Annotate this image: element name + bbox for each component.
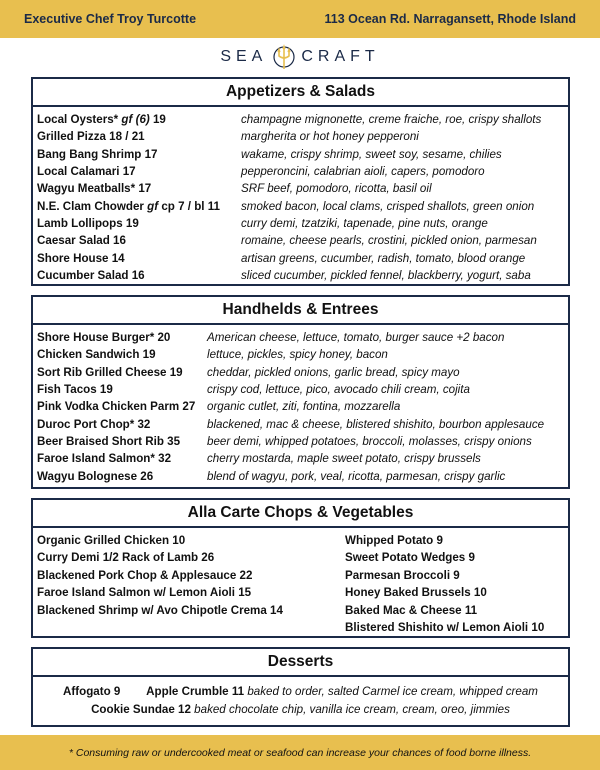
menu-item-row [33,433,568,450]
dessert-line-1 [33,683,568,701]
menu-item-desc: organic cutlet, ziti, fontina, mozzarella [207,400,401,414]
menu-item-desc: crispy cod, lettuce, pico, avocado chili cream, cojita [207,383,470,397]
logo-text-left: SEA [220,48,268,65]
item-price: 19 [149,113,166,127]
vegetable-item: Whipped Potato 9 [345,534,443,547]
item-name: Wagyu Meatballs* 17 [37,182,152,196]
menu-item-name [33,217,241,230]
menu-item-row [33,450,568,467]
chop-item: Curry Demi 1/2 Rack of Lamb 26 [37,551,215,565]
section-title: Handhelds & Entrees [33,297,568,325]
chop-item: Blackened Shrimp w/ Avo Chipotle Crema 14 [37,603,283,617]
item-name: Local Oysters* [37,113,122,127]
restaurant-address: 113 Ocean Rd. Narragansett, Rhode Island [324,12,576,26]
item-name: Shore House 14 [37,251,125,265]
menu-item-row [33,215,568,232]
menu-item-row [33,232,568,249]
menu-item-desc: blackened, mac & cheese, blistered shishito, bourbon applesauce [207,417,545,431]
handhelds-section [31,295,570,489]
menu-item-row [33,364,568,381]
section-title: Appetizers & Salads [33,79,568,107]
menu-item-desc: romaine, cheese pearls, crostini, pickled onion, parmesan [241,234,537,248]
menu-item-name [33,252,241,265]
item-name: Cucumber Salad 16 [37,268,145,282]
menu-item-row [33,346,568,363]
dessert-desc: baked chocolate chip, vanilla ice cream, cream, oreo, jimmies [194,703,510,716]
menu-item-name: Sort Rib Grilled Cheese 19 [37,365,183,379]
menu-item-desc: curry demi, tzatziki, tapenade, pine nuts, orange [241,216,488,230]
item-tag: gf [147,199,159,213]
menu-item-name: Fish Tacos 19 [37,383,113,397]
item-name: Caesar Salad 16 [37,234,126,248]
desserts-section [31,647,570,727]
top-bar [0,0,600,38]
menu-item-desc: wakame, crispy shrimp, sweet soy, sesame, chilies [241,147,502,161]
menu-item-name [33,148,241,161]
menu-item-name [33,113,241,126]
menu-item-name [33,269,241,282]
menu-item-row [33,180,568,197]
seacraft-logo [0,40,600,74]
chop-item: Faroe Island Salmon w/ Lemon Aioli 15 [37,586,252,600]
vegetable-item: Parmesan Broccoli 9 [345,568,460,582]
menu-item-desc: artisan greens, cucumber, radish, tomato, blood orange [241,251,526,265]
item-name: Grilled Pizza 18 / 21 [37,130,145,144]
chop-item: Blackened Pork Chop & Applesauce 22 [37,568,253,582]
dessert-desc: baked to order, salted Carmel ice cream, whipped cream [247,685,538,698]
vegetable-item: Blistered Shishito w/ Lemon Aioli 10 [345,620,545,634]
menu-item-row [33,398,568,415]
menu-item-desc: beer demi, whipped potatoes, broccoli, molasses, crispy onions [207,434,532,448]
trident-icon [273,43,295,71]
menu-item-desc: SRF beef, pomodoro, ricotta, basil oil [241,182,432,196]
menu-item-name: Shore House Burger* 20 [37,331,171,345]
food-disclaimer: * Consuming raw or undercooked meat or seafood can increase your chances of food borne illness. [68,746,532,759]
appetizers-section [31,77,570,286]
menu-item-row [33,146,568,163]
dessert-item: Affogato 9 [63,685,121,698]
footer-bar [0,735,600,770]
menu-item-desc: smoked bacon, local clams, crisped shallots, green onion [241,199,535,213]
vegetable-item: Sweet Potato Wedges 9 [345,551,475,565]
menu-item-row [33,249,568,266]
menu-item-desc: champagne mignonette, creme fraiche, roe, crispy shallots [241,113,542,127]
menu-item-desc: cherry mostarda, maple sweet potato, crispy brussels [207,452,481,466]
menu-item-row [33,415,568,432]
menu-item-row [33,467,568,484]
item-price: cp 7 / bl 11 [158,199,220,213]
menu-item-name [33,234,241,247]
menu-item-row [33,197,568,214]
section-title: Desserts [33,649,568,677]
menu-item-row [33,329,568,346]
chops-list [37,532,345,636]
menu-item-name: Faroe Island Salmon* 32 [37,452,172,466]
menu-item-desc: margherita or hot honey pepperoni [241,130,419,144]
logo-text-right: CRAFT [301,48,380,65]
menu-item-name: Duroc Port Chop* 32 [37,417,151,431]
dessert-item: Cookie Sundae 12 [91,703,191,716]
menu-item-row [33,128,568,145]
vegetables-list [345,532,565,636]
menu-item-desc: lettuce, pickles, spicy honey, bacon [207,348,388,362]
item-name: Local Calamari 17 [37,165,136,179]
menu-item-name: Wagyu Bolognese 26 [37,469,154,483]
menu-item-row [33,111,568,128]
menu-item-row [33,163,568,180]
menu-item-desc: American cheese, lettuce, tomato, burger sauce +2 bacon [207,331,505,345]
item-name: N.E. Clam Chowder [37,199,148,213]
menu-item-name [33,165,241,178]
chop-item: Organic Grilled Chicken 10 [37,534,186,547]
chops-section [31,498,570,638]
menu-item-name [33,182,241,195]
vegetable-item: Honey Baked Brussels 10 [345,586,487,600]
handhelds-list [33,325,568,485]
item-tag: gf (6) [121,113,150,127]
dessert-line-2 [33,701,568,719]
menu-item-name: Pink Vodka Chicken Parm 27 [37,400,196,414]
vegetable-item: Baked Mac & Cheese 11 [345,603,478,617]
menu-item-desc: pepperoncini, calabrian aioli, capers, pomodoro [241,165,485,179]
item-name: Lamb Lollipops 19 [37,216,139,230]
menu-item-name [33,200,241,213]
menu-item-desc: cheddar, pickled onions, garlic bread, spicy mayo [207,365,460,379]
menu-item-name [33,130,241,143]
menu-item-desc: sliced cucumber, pickled fennel, blackberry, yogurt, saba [241,268,531,282]
menu-item-row [33,267,568,284]
section-title: Alla Carte Chops & Vegetables [33,500,568,528]
menu-item-name: Beer Braised Short Rib 35 [37,434,181,448]
appetizers-list [33,107,568,284]
menu-item-name: Chicken Sandwich 19 [37,348,156,362]
dessert-item: Apple Crumble 11 [146,685,245,698]
menu-item-desc: blend of wagyu, pork, veal, ricotta, parmesan, crispy garlic [207,469,506,483]
chef-name: Executive Chef Troy Turcotte [24,12,197,26]
item-name: Bang Bang Shrimp 17 [37,147,158,161]
menu-item-row [33,381,568,398]
